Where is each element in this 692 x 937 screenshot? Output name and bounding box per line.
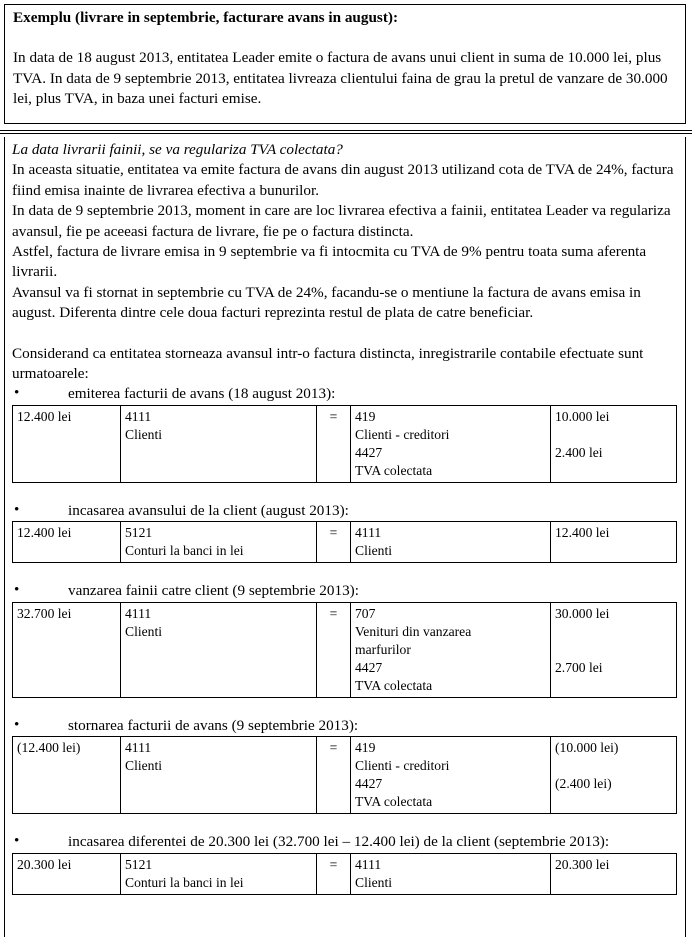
journal-entries xyxy=(12,384,678,894)
debit-account-line: Clienti xyxy=(125,758,163,774)
credit-amount-line xyxy=(555,426,672,444)
paragraph-2: In data de 9 septembrie 2013, moment in care are loc livrarea efectiva a fainii, entitatea Leader va regulariza avansul, fie pe aceeasi factura de livrare, fie pe o factura distincta. xyxy=(12,202,671,240)
credit-amount-line: (2.400 lei) xyxy=(555,776,612,792)
debit-account xyxy=(121,522,317,563)
entry-label xyxy=(12,384,678,404)
debit-account-line: 4111 xyxy=(125,408,152,424)
table-row xyxy=(13,405,677,482)
bullet-icon: • xyxy=(14,715,20,733)
entry-amount-line: 32.700 lei xyxy=(17,605,72,621)
credit-account-line: Venituri din vanzarea xyxy=(355,623,472,639)
spacer xyxy=(12,563,678,581)
entry-amount xyxy=(13,522,121,563)
table-row xyxy=(13,602,677,697)
debit-account-line: Clienti xyxy=(125,426,163,442)
journal-entry-table xyxy=(12,405,677,483)
bullet-icon: • xyxy=(14,581,20,599)
credit-account xyxy=(351,522,551,563)
credit-account-line: Clienti xyxy=(355,874,393,890)
equals-sign xyxy=(317,853,351,894)
equals-sign-line: = xyxy=(329,408,338,424)
entry-amount xyxy=(13,853,121,894)
bullet-icon: • xyxy=(14,832,20,850)
credit-amount-line: 2.700 lei xyxy=(555,659,603,675)
credit-amount-line: 2.400 lei xyxy=(555,444,603,460)
credit-account-line: 4427 xyxy=(355,659,383,675)
credit-account xyxy=(351,405,551,482)
equals-sign-line: = xyxy=(329,740,338,756)
debit-account xyxy=(121,405,317,482)
spacer xyxy=(12,698,678,716)
entry-amount-line: 12.400 lei xyxy=(17,525,72,541)
credit-amount-line: (10.000 lei) xyxy=(555,740,619,756)
credit-amount-line xyxy=(555,542,672,560)
entry-amount-line: (12.400 lei) xyxy=(17,740,81,756)
credit-account xyxy=(351,602,551,697)
credit-account-line: TVA colectata xyxy=(355,462,433,478)
entry-label-text: incasarea avansului de la client (august 2013): xyxy=(68,501,349,519)
bullet-icon: • xyxy=(14,384,20,402)
paragraph-1: In aceasta situatie, entitatea va emite factura de avans din august 2013 utilizand cota de TVA de 24%, factura fiind emisa inainte de livrarea efectiva a bunurilor. xyxy=(12,161,674,199)
credit-account xyxy=(351,853,551,894)
debit-account-line: Clienti xyxy=(125,623,163,639)
debit-account-line: Conturi la banci in lei xyxy=(125,543,244,559)
entry-label xyxy=(12,581,678,601)
entry-amount xyxy=(13,737,121,814)
paragraph-5: Considerand ca entitatea storneaza avansul intr-o factura distincta, inregistrarile contabile efectuate sunt urmatoarele: xyxy=(12,344,644,383)
debit-account-line: 4111 xyxy=(125,740,152,756)
entry-label xyxy=(12,716,678,736)
credit-account-line: TVA colectata xyxy=(355,794,433,810)
separator-line xyxy=(0,130,692,131)
paragraph-4: Avansul va fi stornat in septembrie cu TVA de 24%, facandu-se o mentiune la factura de avans emisa in august. Diferenta dintre cele doua facturi reprezinta restul de plata de catre beneficiar. xyxy=(12,283,641,322)
credit-amount-line xyxy=(555,462,672,480)
credit-amount-line: 30.000 lei xyxy=(555,605,610,621)
debit-account xyxy=(121,737,317,814)
debit-account-line: 5121 xyxy=(125,525,153,541)
credit-amount xyxy=(551,405,677,482)
journal-entry-table xyxy=(12,521,677,563)
credit-account-line: 4427 xyxy=(355,444,383,460)
entry-amount-line: 12.400 lei xyxy=(17,408,72,424)
entry-label-text: vanzarea fainii catre client (9 septembrie 2013): xyxy=(68,582,359,600)
credit-account-line: 4427 xyxy=(355,776,383,792)
credit-amount-line xyxy=(555,623,672,641)
credit-amount-line xyxy=(555,757,672,775)
equals-sign xyxy=(317,522,351,563)
entry-amount xyxy=(13,405,121,482)
table-row xyxy=(13,522,677,563)
example-title: Exemplu (livrare in septembrie, facturare avans in august): xyxy=(13,9,399,26)
example-text: In data de 18 august 2013, entitatea Leader emite o factura de avans unui client in suma de 10.000 lei, plus TVA. In data de 9 septembrie 2013, entitatea livreaza clientului faina de grau la pretul de vanzare de 30.000 lei, plus TVA, in baza unei facturi emise. xyxy=(13,49,668,108)
credit-amount-line xyxy=(555,641,672,659)
journal-entry-table xyxy=(12,736,677,814)
credit-account-line: TVA colectata xyxy=(355,677,433,693)
content-box xyxy=(4,137,686,937)
credit-amount-line xyxy=(555,677,672,695)
example-box xyxy=(4,4,686,124)
table-row xyxy=(13,737,677,814)
credit-amount xyxy=(551,737,677,814)
equals-sign-line: = xyxy=(329,856,338,872)
credit-amount xyxy=(551,522,677,563)
credit-account xyxy=(351,737,551,814)
separator-line xyxy=(0,133,692,134)
entry-label xyxy=(12,832,678,852)
journal-entry-table xyxy=(12,853,677,895)
equals-sign-line: = xyxy=(329,525,338,541)
credit-account-line: Clienti - creditori xyxy=(355,758,450,774)
credit-account-line: Clienti - creditori xyxy=(355,426,450,442)
credit-amount-line xyxy=(555,793,672,811)
entry-label xyxy=(12,501,678,521)
credit-amount-line: 10.000 lei xyxy=(555,408,610,424)
credit-amount-line: 20.300 lei xyxy=(555,856,610,872)
debit-account xyxy=(121,853,317,894)
credit-amount xyxy=(551,602,677,697)
credit-amount xyxy=(551,853,677,894)
debit-account-line: Conturi la banci in lei xyxy=(125,874,244,890)
credit-amount-line xyxy=(555,874,672,892)
equals-sign xyxy=(317,737,351,814)
debit-account xyxy=(121,602,317,697)
equals-sign xyxy=(317,602,351,697)
debit-account-line: 5121 xyxy=(125,856,153,872)
spacer xyxy=(12,324,678,344)
entry-amount xyxy=(13,602,121,697)
paragraph-3: Astfel, factura de livrare emisa in 9 septembrie va fi intocmita cu TVA de 9% pentru toata suma aferenta livrarii. xyxy=(12,243,647,281)
credit-account-line: Clienti xyxy=(355,543,393,559)
bullet-icon: • xyxy=(14,500,20,518)
question-text: La data livrarii fainii, se va regulariza TVA colectata? xyxy=(12,141,343,158)
spacer xyxy=(12,483,678,501)
credit-account-line: 707 xyxy=(355,605,376,621)
debit-account-line: 4111 xyxy=(125,605,152,621)
credit-account-line: 4111 xyxy=(355,525,382,541)
credit-account-line: 419 xyxy=(355,408,376,424)
entry-amount-line: 20.300 lei xyxy=(17,856,72,872)
equals-sign xyxy=(317,405,351,482)
entry-label-text: emiterea facturii de avans (18 august 2013): xyxy=(68,385,336,403)
entry-label-text: incasarea diferentei de 20.300 lei (32.700 lei – 12.400 lei) de la client (septembrie 2013): xyxy=(68,833,610,851)
entry-label-text: stornarea facturii de avans (9 septembrie 2013): xyxy=(68,716,359,734)
credit-account-line: 4111 xyxy=(355,856,382,872)
credit-account-line: marfurilor xyxy=(355,641,411,657)
spacer xyxy=(12,814,678,832)
credit-amount-line: 12.400 lei xyxy=(555,525,610,541)
equals-sign-line: = xyxy=(329,605,338,621)
table-row xyxy=(13,853,677,894)
credit-account-line: 419 xyxy=(355,740,376,756)
journal-entry-table xyxy=(12,602,677,698)
